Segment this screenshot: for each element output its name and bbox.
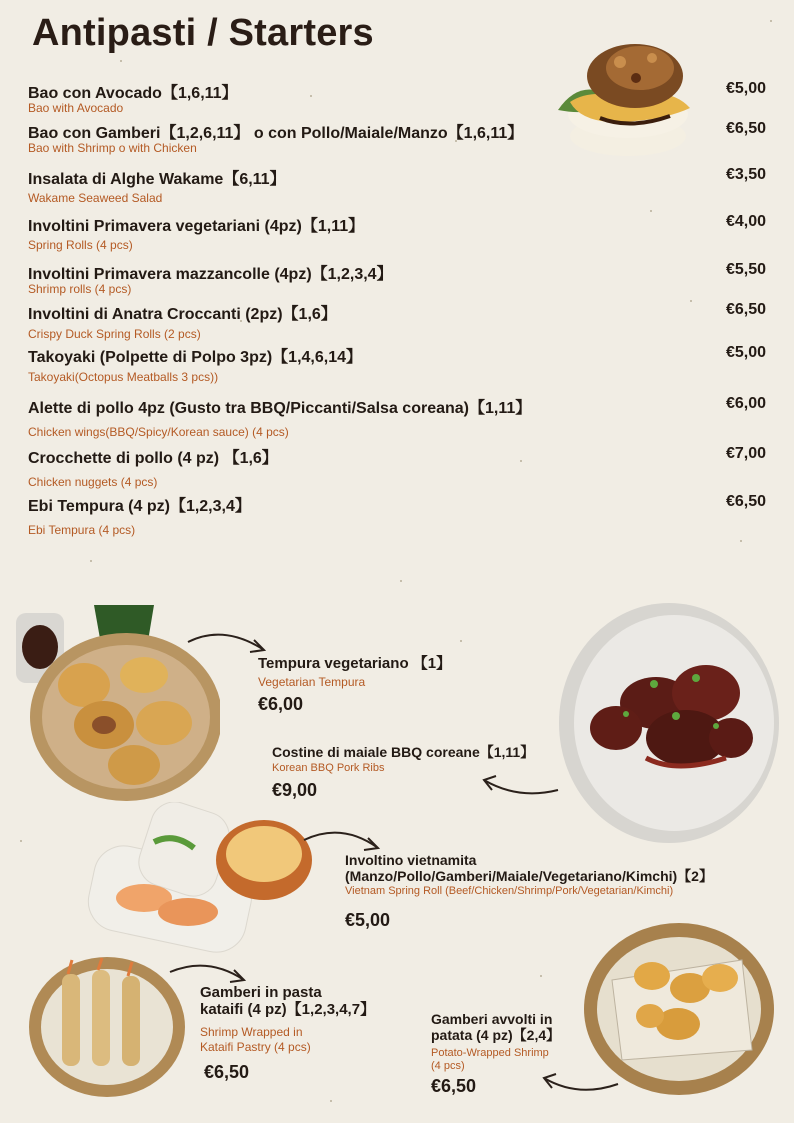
featured-viet-roll-subtitle: Vietnam Spring Roll (Beef/Chicken/Shrimp/Pork/Vegetarian/Kimchi) (345, 885, 674, 897)
menu-item-name: Involtini Primavera vegetariani (4pz)【1,11】 (28, 218, 365, 235)
viet-roll-photo (84, 802, 328, 954)
featured-potato-shrimp-price: €6,50 (431, 1076, 477, 1096)
menu-item-subtitle: Spring Rolls (4 pcs) (28, 238, 133, 252)
featured-kataifi-subtitle: Shrimp Wrapped in (200, 1025, 303, 1039)
menu-item-price: €4,00 (725, 213, 766, 230)
featured-potato-shrimp-subtitle: Potato-Wrapped Shrimp (431, 1047, 549, 1059)
featured-potato-shrimp-name: Gamberi avvolti in (431, 1011, 553, 1027)
menu-item-price: €6,50 (725, 120, 766, 137)
menu-item-subtitle: Chicken nuggets (4 pcs) (28, 475, 158, 489)
featured-potato-shrimp-name-2: patata (4 pz)【2,4】 (431, 1027, 561, 1043)
kataifi-photo (28, 956, 186, 1098)
menu-item-name: Takoyaki (Polpette di Polpo 3pz)【1,4,6,14】 (28, 349, 363, 366)
menu-item-subtitle: Wakame Seaweed Salad (28, 191, 163, 205)
menu-item-price: €5,50 (725, 261, 766, 278)
featured-viet-roll-name: Involtino vietnamita (345, 852, 477, 868)
menu-item-price: €7,00 (725, 445, 766, 462)
page-title: Antipasti / Starters (32, 12, 374, 54)
menu-item-name: Ebi Tempura (4 pz)【1,2,3,4】 (28, 498, 251, 515)
menu-item-subtitle: Ebi Tempura (4 pcs) (28, 523, 136, 537)
menu-item-name: Bao con Avocado【1,6,11】 (28, 85, 238, 102)
featured-tempura-price: €6,00 (258, 694, 304, 714)
featured-kataifi-subtitle-2: Kataifi Pastry (4 pcs) (200, 1040, 311, 1054)
featured-tempura-subtitle: Vegetarian Tempura (258, 675, 366, 689)
menu-item-price: €6,00 (725, 395, 766, 412)
featured-viet-roll-name-2: (Manzo/Pollo/Gamberi/Maiale/Vegetariano/Kimchi)【2】 (345, 868, 713, 884)
menu-item-price: €3,50 (725, 166, 766, 183)
menu-item-subtitle: Shrimp rolls (4 pcs) (28, 282, 132, 296)
menu-item-name: Involtini Primavera mazzancolle (4pz)【1,2,3,4】 (28, 266, 393, 283)
menu-item-price: €5,00 (725, 344, 766, 361)
featured-kataifi-price: €6,50 (204, 1062, 250, 1082)
menu-item-subtitle: Bao with Avocado (28, 101, 124, 115)
featured-potato-shrimp-subtitle-2: (4 pcs) (431, 1060, 465, 1072)
menu-item-subtitle: Crispy Duck Spring Rolls (2 pcs) (28, 327, 201, 341)
menu-item-subtitle: Chicken wings(BBQ/Spicy/Korean sauce) (4 pcs) (28, 425, 289, 439)
menu-item-name: Alette di pollo 4pz (Gusto tra BBQ/Piccanti/Salsa coreana)【1,11】 (28, 400, 532, 417)
menu-item-name: Involtini di Anatra Croccanti (2pz)【1,6】 (28, 306, 337, 323)
ribs-photo (556, 598, 782, 848)
menu-item-price: €5,00 (725, 80, 766, 97)
featured-tempura-name: Tempura vegetariano 【1】 (258, 655, 452, 672)
menu-item-price: €6,50 (725, 301, 766, 318)
ribs-arrow (478, 770, 560, 802)
featured-ribs-price: €9,00 (272, 780, 318, 800)
potato-shrimp-arrow (538, 1070, 620, 1096)
featured-kataifi-name-2: kataifi (4 pz)【1,2,3,4,7】 (200, 1001, 376, 1018)
featured-ribs-name: Costine di maiale BBQ coreane【1,11】 (272, 744, 535, 760)
menu-item-subtitle: Bao with Shrimp o with Chicken (28, 141, 197, 155)
menu-item-price: €6,50 (725, 493, 766, 510)
menu-item-name: Insalata di Alghe Wakame【6,11】 (28, 171, 286, 188)
featured-ribs-subtitle: Korean BBQ Pork Ribs (272, 762, 385, 774)
menu-item-subtitle: Takoyaki(Octopus Meatballs 3 pcs)) (28, 370, 219, 384)
menu-item-name: Crocchette di pollo (4 pz) 【1,6】 (28, 450, 278, 467)
menu-item-name: Bao con Gamberi【1,2,6,11】 o con Pollo/Maiale/Manzo【1,6,11】 (28, 125, 524, 142)
featured-kataifi-name: Gamberi in pasta (200, 984, 322, 1001)
featured-viet-roll-price: €5,00 (345, 910, 391, 930)
bao-photo (540, 18, 710, 160)
